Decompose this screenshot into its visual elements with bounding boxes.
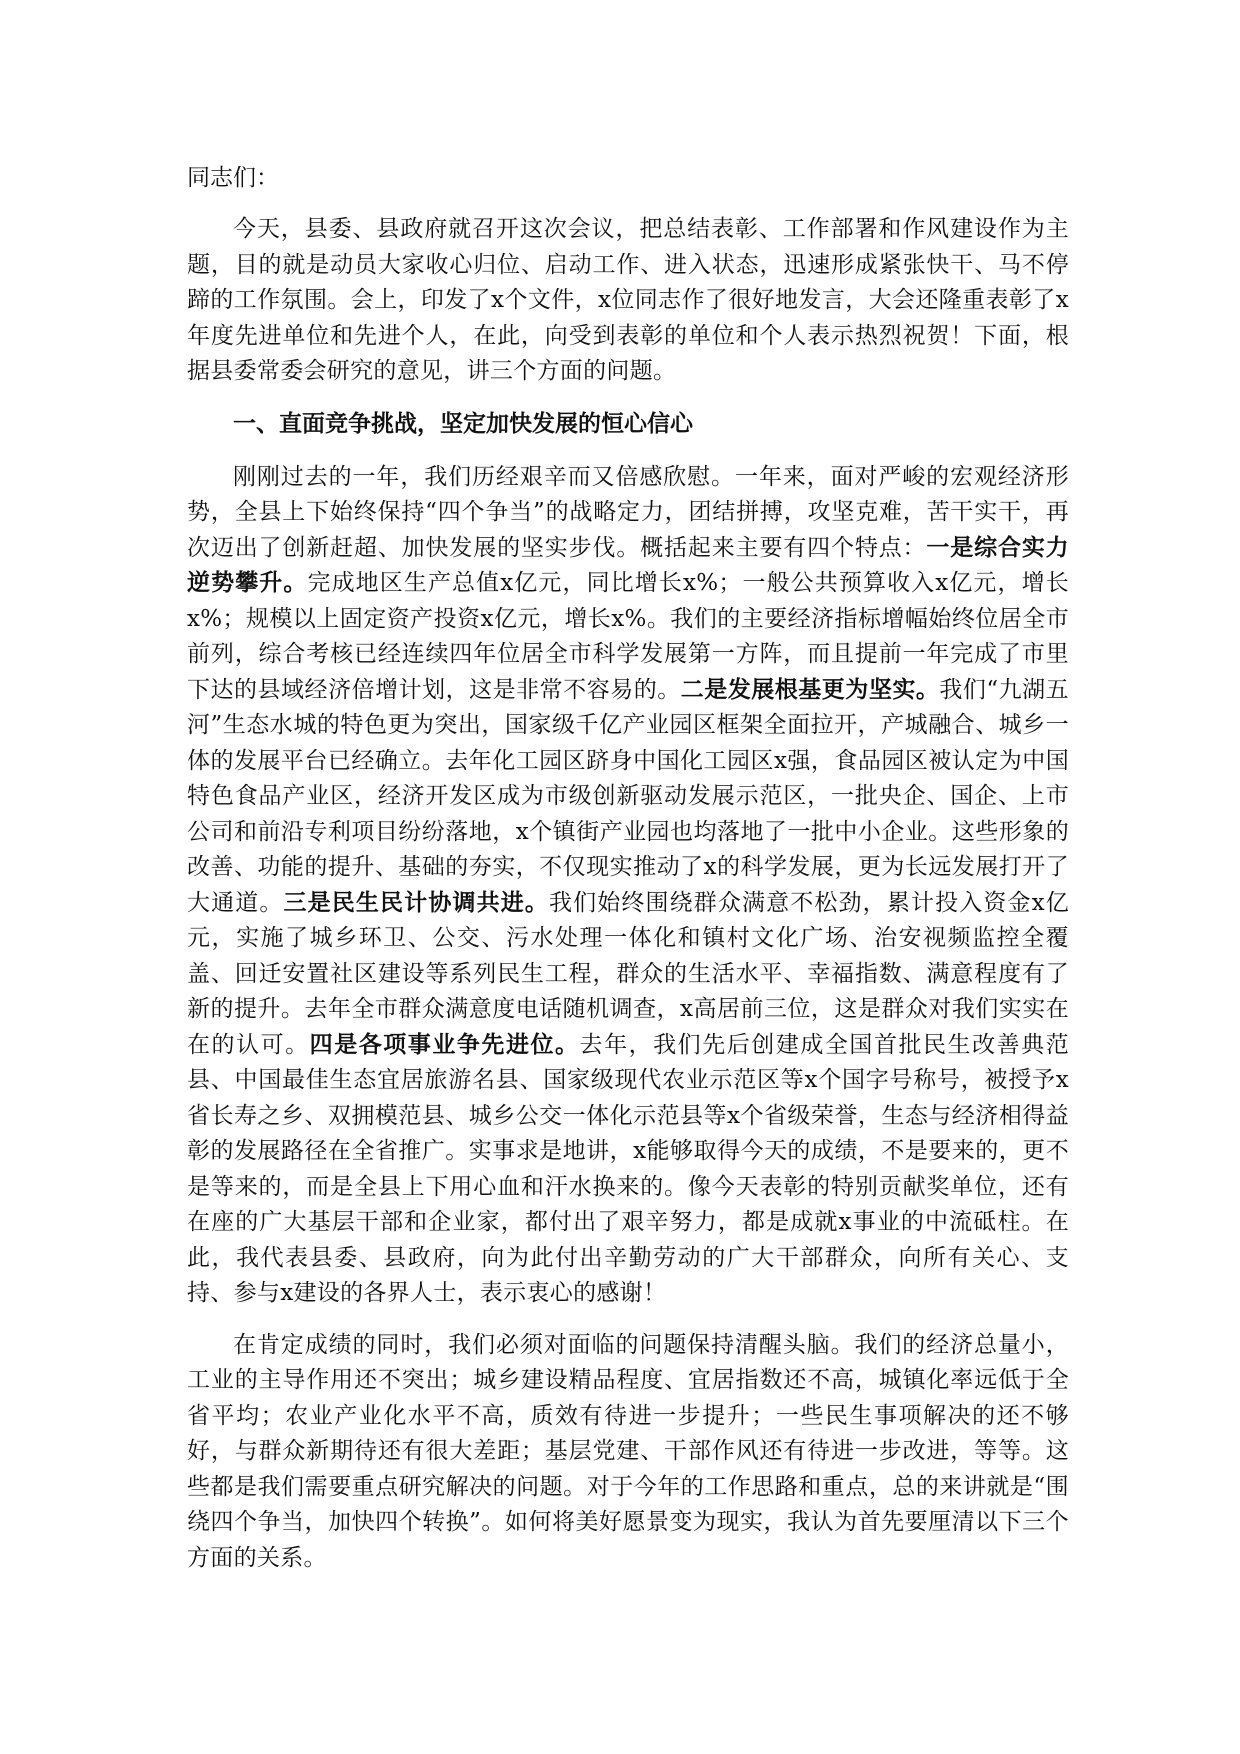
- point-two-text: 我们“九湖五河”生态水城的特色更为突出，国家级千亿产业园区框架全面拉开，产城融合、城乡一体的发展平台已经确立。去年化工园区跻身中国化工园区x强，食品园区被认定为中国特色食品产业区，经济开发区成为市级创新驱动发展示范区，一批央企、国企、上市公司和前沿专利项目纷纷落地，x个镇街产业园也均落地了一批中小企业。这些形象的改善、功能的提升、基础的夯实，不仅现实推动了x的科学发展，更为长远发展打开了大通道。: [187, 676, 1069, 916]
- document-page: [187, 160, 1069, 1592]
- point-three-lead: 三是民生民计协调共进。: [283, 889, 549, 916]
- problems-paragraph: 在肯定成绩的同时，我们必须对面临的问题保持清醒头脑。我们的经济总量小，工业的主导作用还不突出；城乡建设精品程度、宜居指数还不高，城镇化率远低于全省平均；农业产业化水平不高，质效有待进一步提升；一些民生事项解决的还不够好，与群众新期待还有很大差距；基层党建、干部作风还有待进一步改进，等等。这些都是我们需要重点研究解决的问题。对于今年的工作思路和重点，总的来讲就是“围绕四个争当，加快四个转换”。如何将美好愿景变为现实，我认为首先要厘清以下三个方面的关系。: [187, 1331, 1069, 1571]
- point-one-lead: 一是综合实力逆势攀升。: [187, 534, 1069, 596]
- section-heading: 一、直面竞争挑战，坚定加快发展的恒心信心: [233, 410, 693, 437]
- achievements-paragraph: [187, 460, 1069, 1312]
- salutation: 同志们：: [187, 165, 279, 191]
- point-four-lead: 四是各项事业争先进位。: [309, 1031, 580, 1058]
- intro-paragraph: 今天，县委、县政府就召开这次会议，把总结表彰、工作部署和作风建设作为主题，目的就是动员大家收心归位、启动工作、进入状态，迅速形成紧张快干、马不停蹄的工作氛围。会上，印发了x个文件，x位同志作了很好地发言，大会还隆重表彰了x年度先进单位和先进个人，在此，向受到表彰的单位和个人表示热烈祝贺！下面，根据县委常委会研究的意见，讲三个方面的问题。: [187, 216, 1069, 384]
- point-three-text: 我们始终围绕群众满意不松劲，累计投入资金x亿元，实施了城乡环卫、公交、污水处理一体化和镇村文化广场、治安视频监控全覆盖、回迁安置社区建设等系列民生工程，群众的生活水平、幸福指数、满意程度有了新的提升。去年全市群众满意度电话随机调查，x高居前三位，这是群众对我们实实在在的认可。: [187, 889, 1070, 1058]
- point-one-text: 完成地区生产总值x亿元，同比增长x%；一般公共预算收入x亿元，增长x%；规模以上固定资产投资x亿元，增长x%。我们的主要经济指标增幅始终位居全市前列，综合考核已经连续四年位居全市科学发展第一方阵，而且提前一年完成了市里下达的县域经济倍增计划，这是非常不容易的。: [187, 570, 1070, 703]
- point-two-lead: 二是发展根基更为坚实。: [680, 676, 940, 703]
- point-four-text: 去年，我们先后创建成全国首批民生改善典范县、中国最佳生态宜居旅游名县、国家级现代农业示范区等x个国字号称号，被授予x省长寿之乡、双拥模范县、城乡公交一体化示范县等x个省级荣誉，生态与经济相得益彰的发展路径在全省推广。实事求是地讲，x能够取得今天的成绩，不是要来的，更不是等来的，而是全县上下用心血和汗水换来的。像今天表彰的特别贡献奖单位，还有在座的广大基层干部和企业家，都付出了艰辛努力，都是成就x事业的中流砥柱。在此，我代表县委、县政府，向为此付出辛勤劳动的广大干部群众，向所有关心、支持、参与x建设的各界人士，表示衷心的感谢！: [187, 1031, 1069, 1306]
- paragraph-text: 刚刚过去的一年，我们历经艰辛而又倍感欣慰。一年来，面对严峻的宏观经济形势，全县上下始终保持“四个争当”的战略定力，团结拼搏，攻坚克难，苦干实干，再次迈出了创新赶超、加快发展的坚实步伐。概括起来主要有四个特点：: [187, 463, 1069, 561]
